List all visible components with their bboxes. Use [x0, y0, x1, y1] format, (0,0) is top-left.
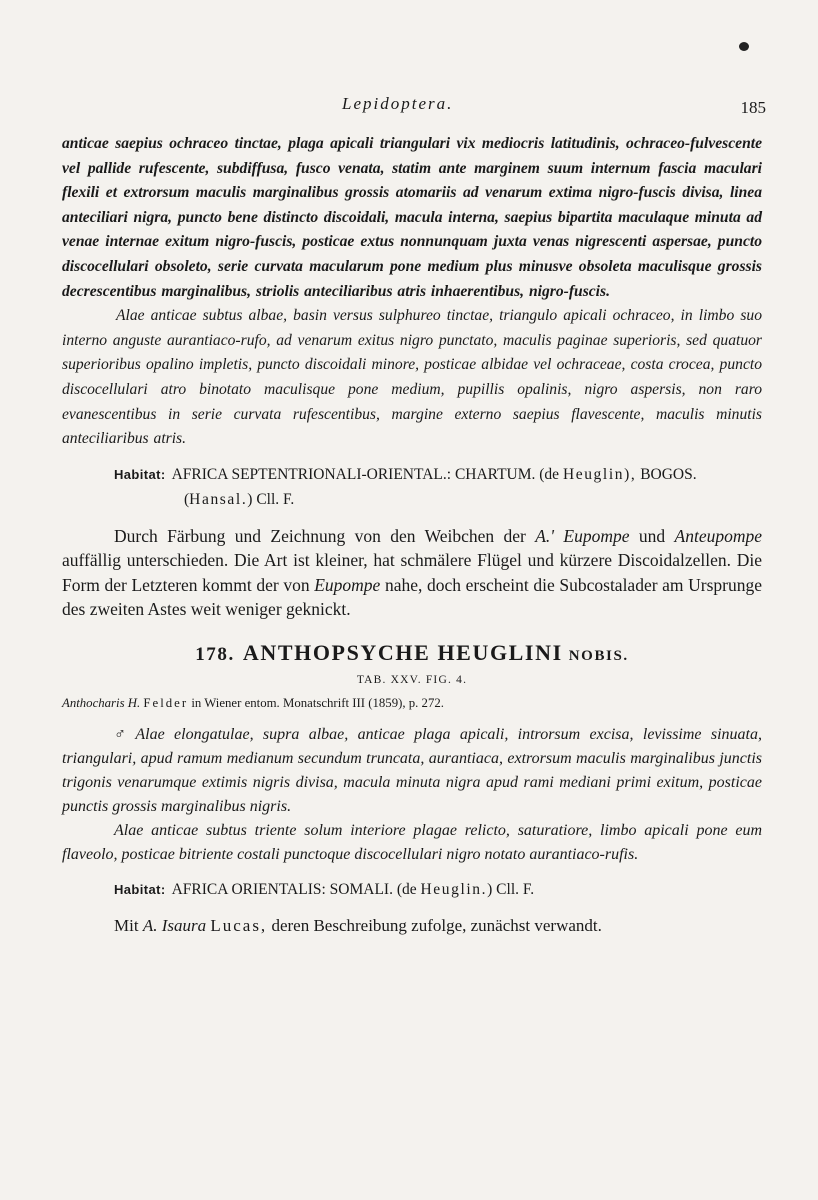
habitat-collector-2: Hansal.	[189, 490, 248, 508]
habitat-collection-2: ) Cll. F.	[487, 880, 535, 898]
german-text-2: und	[638, 525, 666, 546]
male-symbol-icon: ♂	[114, 725, 132, 743]
habitat-entry-2	[114, 877, 762, 902]
male-description-paragraph-2: Alae anticae subtus triente solum interiore plagae relicto, saturatiore, limbo apicali pone eum flaveolo, posticae bitriente costali punctoque discocellulari nigro notato aurantiaco-rufis.	[62, 821, 762, 863]
species-authority: NOBIS.	[568, 647, 629, 664]
final-text-1: Mit	[114, 915, 139, 935]
species-heading	[62, 640, 762, 666]
latin-description-paragraph-2: Alae anticae subtus albae, basin versus sulphureo tinctae, triangulo apicali ochraceo, in limbo suo interno anguste aurantiaco-rufo, ad venarum exitus nigro punctato, maculis paginae superioris, sed quatuor superioribus opalino impletis, puncto discoidali minore, posticae albidae vel ochraceae, costa crocea, puncto discocellulari atro binotato maculisque pone medium, pupillis opalinis, nigro aspersis, non raro evanescentibus in serie curvata rufescentibus, margine externo saepius flavescente, maculis minutis anteciliaribus atris.	[62, 307, 762, 448]
running-title: Lepidoptera.	[342, 94, 454, 113]
synonym-reference: in Wiener entom. Monatschrift III (1859), p. 272.	[191, 695, 444, 710]
male-description-text: Alae elongatulae, supra albae, anticae plaga apicali, introrsum excisa, levissime sinuata, triangulari, apud ramum medianum secundum truncata, aurantiaca, extrorsum maculis marginalibus junctis trigonis venarumque extimis nigris divisa, macula minuta nigra apud rami mediani primi exitum, posticae punctis grossis marginalibus nigris.	[62, 725, 763, 815]
habitat-collector-1: Heuglin),	[562, 465, 637, 483]
synonym-citation	[62, 696, 762, 711]
habitat-locality-3: AFRICA ORIENTALIS: SOMALI. (de	[171, 880, 417, 898]
species-ref-anteupompe: Anteupompe	[674, 525, 762, 546]
german-text-4: nahe, doch erscheint die Subcostalader am Ursprunge des zweiten Astes weit weniger geknickt.	[62, 574, 763, 620]
species-ref-isaura: A. Isaura	[142, 915, 207, 935]
species-number: 178.	[195, 643, 235, 665]
final-author: Lucas,	[210, 915, 268, 935]
synonym-author: Felder	[143, 695, 189, 710]
male-description-paragraph-1	[62, 723, 762, 819]
german-note	[62, 524, 762, 622]
species-ref-eupompe-2: Eupompe	[314, 574, 381, 595]
species-ref-eupompe: A.' Eupompe	[535, 525, 630, 546]
latin-description-paragraph-1: anticae saepius ochraceo tinctae, plaga apicali triangulari vix mediocris latitudinis, ochraceo-fulvescente vel pallide rufescente, subdiffusa, fusco venata, statim ante marginem suum internum fascia maculari flexili et extrorsum maculis marginalibus grossis atomariis ad venarum extima nigro-fuscis divisa, linea anteciliari nigra, puncto bene distincto discoidali, macula interna, saepius bipartita maculaque minuta ad venae internae exitum nigro-fuscis, posticae extus nonnunquam juxta venas nigrescenti aspersae, puncto discocellulari obsoleto, serie curvata macularum pone medium plus minusve obsoleta maculisque grossis decrescentibus marginalibus, striolis anteciliaribus atris inhaerentibus, nigro-fuscis.	[62, 135, 762, 300]
german-text-1: Durch Färbung und Zeichnung von den Weibchen der	[114, 525, 526, 546]
final-text-2: deren Beschreibung zufolge, zunächst verwandt.	[271, 915, 602, 935]
page-number: 185	[740, 98, 766, 117]
habitat-locality-2: BOGOS. (	[184, 465, 697, 508]
ink-smudge	[739, 42, 749, 51]
page-content	[62, 88, 766, 938]
habitat-label-2: Habitat:	[114, 881, 166, 897]
habitat-label: Habitat:	[114, 466, 166, 482]
final-note	[114, 914, 762, 938]
habitat-collection: ) Cll. F.	[247, 490, 295, 508]
synonym-genus: Anthocharis H.	[62, 695, 141, 710]
plate-reference: TAB. XXV. FIG. 4.	[356, 673, 468, 686]
habitat-collector-3: Heuglin.	[420, 880, 488, 898]
species-name: ANTHOPSYCHE HEUGLINI	[242, 639, 563, 665]
running-head	[62, 88, 766, 118]
german-text-3: auffällig unterschieden. Die Art ist kleiner, hat schmälere Flügel und kürzere Discoidalzellen. Die Form der Letzteren kommt der von	[62, 550, 762, 595]
habitat-entry-1	[114, 462, 762, 512]
habitat-locality-1: AFRICA SEPTENTRIONALI-ORIENTAL.: CHARTUM. (de	[171, 465, 560, 483]
